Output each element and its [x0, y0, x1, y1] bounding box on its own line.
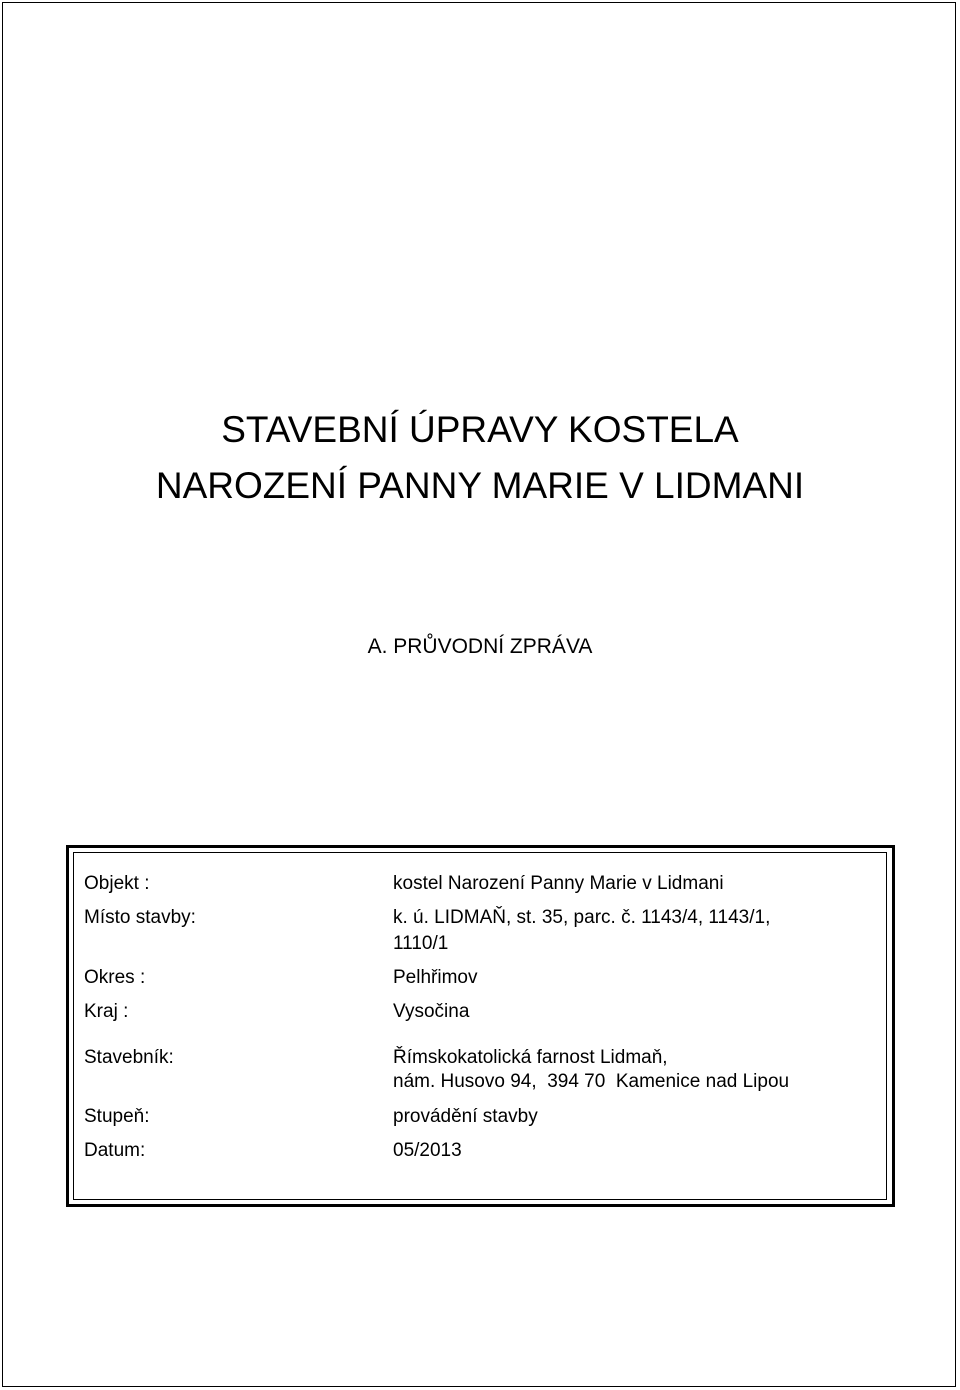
datum-label: Datum: [84, 1140, 146, 1161]
misto-stavby-label: Místo stavby: [84, 907, 196, 928]
document-title-line-1: STAVEBNÍ ÚPRAVY KOSTELA [221, 409, 739, 450]
misto-stavby-value-line-1: k. ú. LIDMAŇ, st. 35, parc. č. 1143/4, 1143/1, [393, 907, 771, 928]
document-title-line-2: NAROZENÍ PANNY MARIE V LIDMANI [155, 465, 805, 506]
kraj-value: Vysočina [393, 1001, 470, 1022]
section-title: A. PRŮVODNÍ ZPRÁVA [367, 635, 593, 658]
objekt-label: Objekt : [84, 873, 150, 894]
stavebnik-label: Stavebník: [84, 1047, 174, 1068]
objekt-value: kostel Narození Panny Marie v Lidmani [393, 873, 724, 894]
stupen-label: Stupeň: [84, 1106, 150, 1127]
misto-stavby-value-line-2: 1110/1 [393, 933, 449, 954]
stavebnik-value-line-2: nám. Husovo 94, 394 70 Kamenice nad Lipou [393, 1071, 790, 1092]
datum-value: 05/2013 [393, 1140, 462, 1161]
stavebnik-value-line-1: Římskokatolická farnost Lidmaň, [393, 1047, 668, 1068]
stupen-value: provádění stavby [393, 1106, 538, 1127]
kraj-label: Kraj : [84, 1001, 129, 1022]
okres-value: Pelhřimov [393, 967, 478, 988]
okres-label: Okres : [84, 967, 146, 988]
